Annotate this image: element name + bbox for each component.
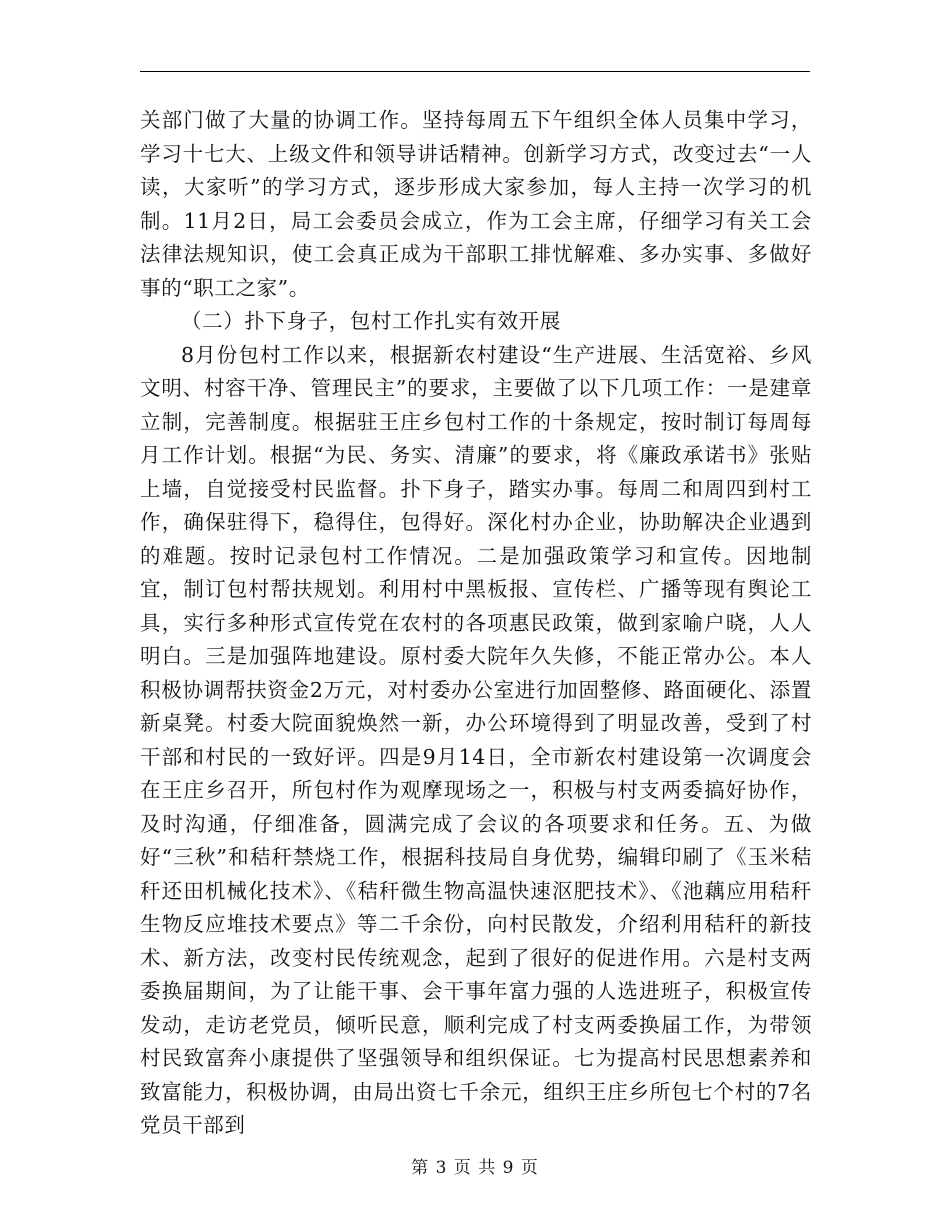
paragraph-village-work: 8月份包村工作以来，根据新农村建设“生产进展、生活宽裕、乡风文明、村容干净、管理民主”的要求，主要做了以下几项工作：一是建章立制，完善制度。根据驻王庄乡包村工作的十条规定，按时制订每周每月工作计划。根据“为民、务实、清廉”的要求，将《廉政承诺书》张贴上墙，自觉接受村民监督。扑下身子，踏实办事。每周二和周四到村工作，确保驻得下，稳得住，包得好。深化村办企业，协助解决企业遇到的难题。按时记录包村工作情况。二是加强政策学习和宣传。因地制宜，制订包村帮扶规划。利用村中黑板报、宣传栏、广播等现有舆论工具，实行多种形式宣传党在农村的各项惠民政策，做到家喻户晓，人人明白。三是加强阵地建设。原村委大院年久失修，不能正常办公。本人积极协调帮扶资金2万元，对村委办公室进行加固整修、路面硬化、添置新桌凳。村委大院面貌焕然一新，办公环境得到了明显改善，受到了村干部和村民的一致好评。四是9月14日，全市新农村建设第一次调度会在王庄乡召开，所包村作为观摩现场之一，积极与村支两委搞好协作，及时沟通，仔细准备，圆满完成了会议的各项要求和任务。五、为做好“三秋”和秸秆禁烧工作，根据科技局自身优势，编辑印刷了《玉米秸秆还田机械化技术》、《秸秆微生物高温快速沤肥技术》、《池藕应用秸秆生物反应堆技术要点》等二千余份，向村民散发，介绍利用秸秆的新技术、新方法，改变村民传统观念，起到了很好的促进作用。六是村支两委换届期间，为了让能干事、会干事年富力强的人选进班子，积极宣传发动，走访老党员，倾听民意，顺利完成了村支两委换届工作，为带领村民致富奔小康提供了坚强领导和组织保证。七为提高村民思想素养和致富能力，积极协调，由局出资七千余元，组织王庄乡所包七个村的7名党员干部到 [140,342,812,1137]
section-heading: （二）扑下身子，包村工作扎实有效开展 [181,309,561,333]
paragraph-continuation: 关部门做了大量的协调工作。坚持每周五下午组织全体人员集中学习，学习十七大、上级文件和领导讲话精神。创新学习方式，改变过去“一人读，大家听”的学习方式，逐步形成大家参加，每人主持一次学习的机制。11月2日，局工会委员会成立，作为工会主席，仔细学习有关工会法律法规知识，使工会真正成为干部职工排忧解难、多办实事、多做好事的“职工之家”。 [140,108,812,300]
document-body [140,104,812,1143]
page-footer: 第 3 页 共 9 页 [411,1158,539,1178]
header-rule [140,71,810,72]
